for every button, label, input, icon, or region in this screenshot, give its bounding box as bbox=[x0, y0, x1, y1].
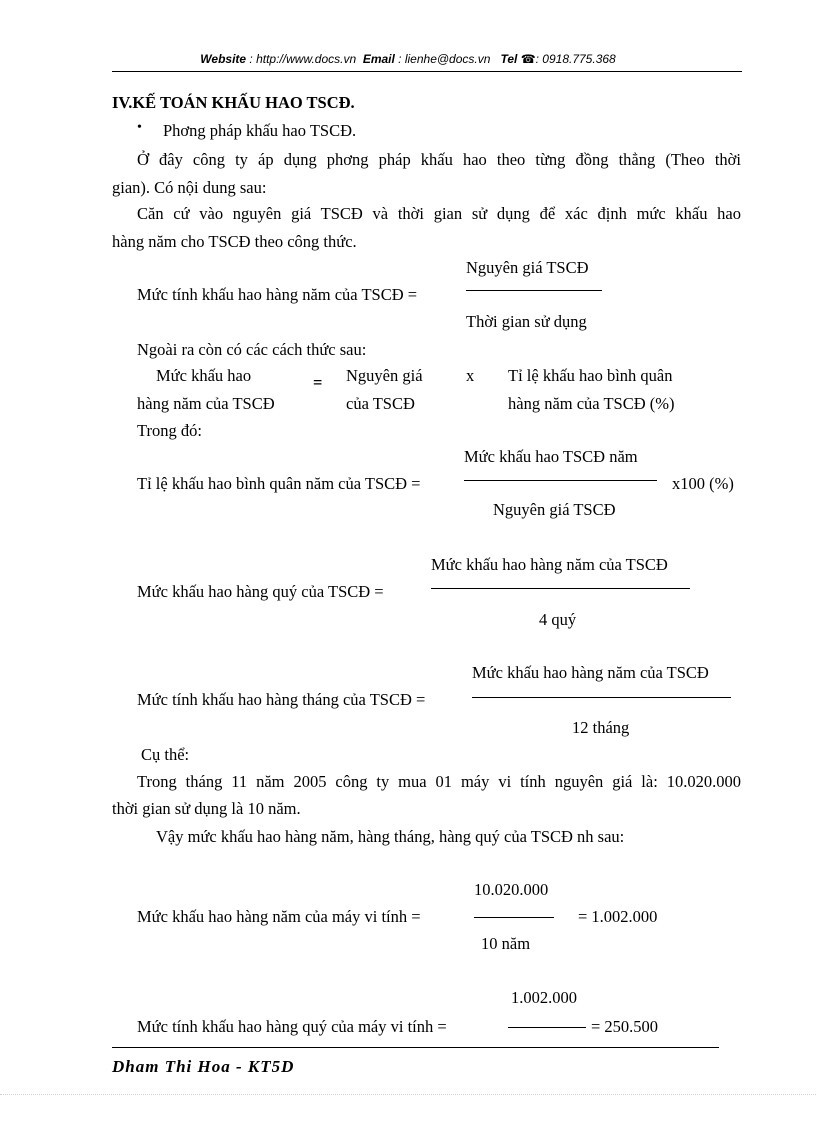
formula1-denominator: Thời gian sử dụng bbox=[466, 312, 587, 331]
calc2-numerator: 1.002.000 bbox=[511, 988, 577, 1007]
calc2-result: = 250.500 bbox=[591, 1017, 659, 1036]
page-header bbox=[0, 52, 816, 66]
paragraph-line: hàng năm cho TSCĐ theo công thức. bbox=[112, 232, 357, 251]
calc1-denominator: 10 năm bbox=[481, 934, 531, 953]
formula1-label: Mức tính khấu hao hàng năm của TSCĐ = bbox=[137, 285, 418, 304]
paragraph-line: gian). Có nội dung sau: bbox=[112, 178, 267, 197]
page-bottom-dotted-line bbox=[0, 1094, 816, 1095]
formula2-left-line2: hàng năm của TSCĐ bbox=[137, 394, 275, 413]
formula2-left-line1: Mức khấu hao bbox=[156, 366, 252, 385]
formula5-numerator: Mức khấu hao hàng năm của TSCĐ bbox=[472, 663, 709, 682]
bullet-symbol: • bbox=[137, 120, 142, 135]
website-separator: : bbox=[246, 52, 257, 66]
tel-number: : 0918.775.368 bbox=[535, 52, 616, 66]
other-methods-text: Ngoài ra còn có các cách thức sau: bbox=[137, 340, 367, 359]
formula4-numerator: Mức khấu hao hàng năm của TSCĐ bbox=[431, 555, 668, 574]
fraction-line bbox=[466, 290, 602, 291]
formula4-denominator: 4 quý bbox=[539, 610, 577, 629]
tel-label: Tel bbox=[500, 52, 518, 66]
formula2-right-line1: Tỉ lệ khấu hao bình quân bbox=[508, 366, 673, 385]
calc1-result: = 1.002.000 bbox=[578, 907, 658, 926]
paragraph-line: Căn cứ vào nguyên giá TSCĐ và thời gian sử dụng để xác định mức khấu hao bbox=[137, 204, 741, 223]
calc1-label: Mức khấu hao hàng năm của máy vi tính = bbox=[137, 907, 421, 926]
email-address[interactable]: lienhe@docs.vn bbox=[404, 52, 491, 66]
formula1-numerator: Nguyên giá TSCĐ bbox=[466, 258, 589, 277]
email-separator: : bbox=[394, 52, 405, 66]
formula3-denominator: Nguyên giá TSCĐ bbox=[493, 500, 616, 519]
header-rule bbox=[112, 71, 742, 72]
website-url[interactable]: http://www.docs.vn bbox=[256, 52, 357, 66]
fraction-line bbox=[431, 588, 690, 589]
email-label: Email bbox=[362, 52, 395, 66]
formula2-mid-line2: của TSCĐ bbox=[346, 394, 415, 413]
footer-author: Dham Thi Hoa - KT5D bbox=[112, 1057, 295, 1076]
calc2-label: Mức tính khấu hao hàng quý của máy vi tính = bbox=[137, 1017, 447, 1036]
formula3-label: Tỉ lệ khấu hao bình quân năm của TSCĐ = bbox=[137, 474, 421, 493]
example-line: Trong tháng 11 năm 2005 công ty mua 01 máy vi tính nguyên giá là: 10.020.000 bbox=[137, 772, 741, 791]
formula2-equals: = bbox=[313, 373, 323, 392]
phone-icon: ☎ bbox=[520, 52, 536, 66]
formula3-suffix: x100 (%) bbox=[672, 474, 734, 493]
fraction-line bbox=[508, 1027, 586, 1028]
specific-text: Cụ thể: bbox=[141, 745, 190, 764]
website-label: Website bbox=[200, 52, 247, 66]
calc1-numerator: 10.020.000 bbox=[474, 880, 549, 899]
fraction-line bbox=[472, 697, 731, 698]
formula5-denominator: 12 tháng bbox=[572, 718, 630, 737]
paragraph-line: Ở đây công ty áp dụng phơng pháp khấu hao theo từng đồng thẳng (Theo thời bbox=[137, 150, 741, 169]
formula4-label: Mức khấu hao hàng quý của TSCĐ = bbox=[137, 582, 384, 601]
where-text: Trong đó: bbox=[137, 421, 202, 440]
so-line: Vậy mức khấu hao hàng năm, hàng tháng, hàng quý của TSCĐ nh sau: bbox=[156, 827, 625, 846]
formula2-mid-line1: Nguyên giá bbox=[346, 366, 423, 385]
fraction-line bbox=[464, 480, 657, 481]
formula2-times: x bbox=[466, 366, 475, 385]
footer-rule bbox=[112, 1047, 719, 1048]
example-line: thời gian sử dụng là 10 năm. bbox=[112, 799, 301, 818]
formula5-label: Mức tính khấu hao hàng tháng của TSCĐ = bbox=[137, 690, 426, 709]
formula3-numerator: Mức khấu hao TSCĐ năm bbox=[464, 447, 638, 466]
fraction-line bbox=[474, 917, 554, 918]
section-title: IV.KẾ TOÁN KHẤU HAO TSCĐ. bbox=[112, 93, 355, 112]
formula2-right-line2: hàng năm của TSCĐ (%) bbox=[508, 394, 675, 413]
bullet-item: Phơng pháp khấu hao TSCĐ. bbox=[163, 121, 357, 140]
